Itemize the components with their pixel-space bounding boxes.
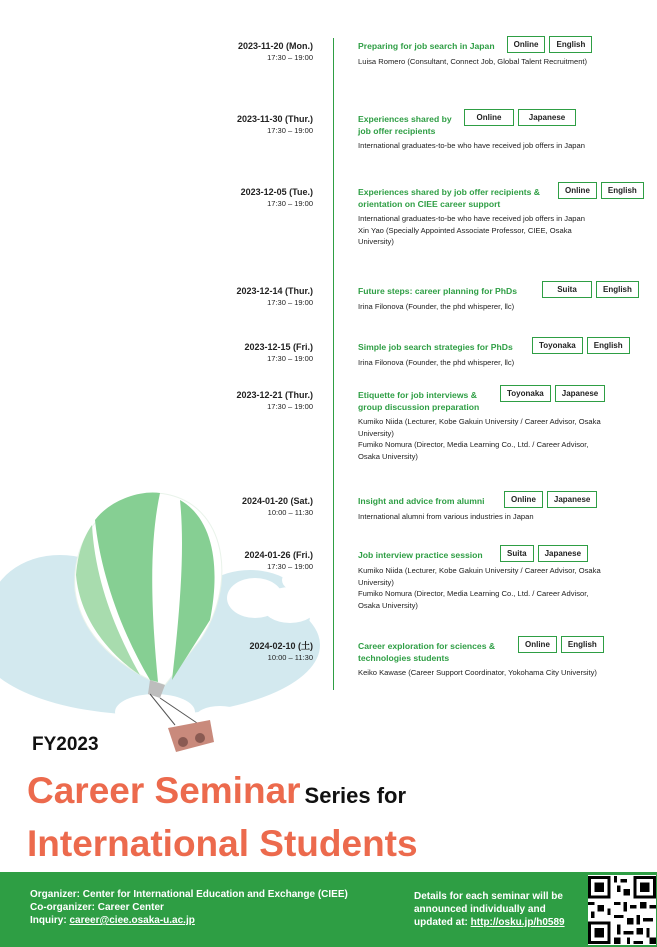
seminar-speakers: [358, 56, 606, 68]
seminar-speakers: [358, 511, 606, 523]
language-badge: English: [549, 36, 592, 53]
language-badge: English: [601, 182, 644, 199]
headline-line-1: [27, 770, 406, 812]
seminar-title: Insight and advice from alumni: [358, 496, 485, 506]
language-badge: Japanese: [555, 385, 605, 402]
seminar-date: 2023-12-05 (Tue.): [240, 187, 313, 197]
seminar-speakers: [358, 213, 606, 248]
speaker-line: Keiko Kawase (Career Support Coordinator, Yokohama City University): [358, 668, 597, 677]
seminar-title: Experiences shared by job offer recipients: [358, 114, 452, 136]
co-organizer-text: Co-organizer: Career Center: [30, 902, 164, 913]
speaker-line: Fumiko Nomura (Director, Media Learning Co., Ltd. / Career Advisor, Osaka University): [358, 589, 589, 610]
organizer-text: Organizer: Center for International Education and Exchange (CIEE): [30, 889, 348, 900]
seminar-date: 2024-02-10 (土): [249, 641, 313, 651]
inquiry-email-link[interactable]: career@ciee.osaka-u.ac.jp: [69, 915, 195, 926]
inquiry-line: [30, 914, 348, 927]
language-badge: English: [587, 337, 630, 354]
inquiry-label: Inquiry:: [30, 915, 70, 926]
speaker-line: Luisa Romero (Consultant, Connect Job, Global Talent Recruitment): [358, 57, 588, 66]
details-url-link[interactable]: http://osku.jp/h0589: [470, 917, 565, 928]
mode-badge: Toyonaka: [500, 385, 551, 402]
speaker-line: Kumiko Niida (Lecturer, Kobe Gakuin University / Career Advisor, Osaka University): [358, 417, 601, 438]
mode-badge: Toyonaka: [532, 337, 583, 354]
speaker-line: International graduates-to-be who have received job offers in Japan: [358, 141, 585, 150]
seminar-title: Job interview practice session: [358, 550, 483, 560]
seminar-date: 2023-12-15 (Fri.): [244, 342, 313, 352]
seminar-time: 10:00 – 11:30: [267, 653, 313, 662]
speaker-line: Irina Filonova (Founder, the phd whisperer, llc): [358, 358, 515, 367]
details-info: [414, 890, 584, 929]
seminar-speakers: [358, 301, 606, 313]
seminar-date: 2023-11-30 (Thur.): [236, 114, 313, 124]
mode-badge: Online: [504, 491, 543, 508]
seminar-time: 17:30 – 19:00: [267, 298, 313, 307]
seminar-time: 17:30 – 19:00: [267, 199, 313, 208]
seminar-time: 17:30 – 19:00: [267, 562, 313, 571]
speaker-line: Irina Filonova (Founder, the phd whisperer, llc): [358, 302, 515, 311]
mode-badge: Online: [558, 182, 597, 199]
seminar-title: Simple job search strategies for PhDs: [358, 342, 513, 352]
seminar-speakers: [358, 565, 606, 611]
seminar-title: Preparing for job search in Japan: [358, 41, 495, 51]
timeline-line: [333, 38, 334, 690]
organizer-info: [30, 888, 348, 927]
speaker-line: Kumiko Niida (Lecturer, Kobe Gakuin University / Career Advisor, Osaka University): [358, 566, 601, 587]
seminar-date: 2024-01-26 (Fri.): [244, 550, 313, 560]
seminar-time: 17:30 – 19:00: [267, 354, 313, 363]
seminar-time: 17:30 – 19:00: [267, 402, 313, 411]
seminar-title: Etiquette for job interviews & group discussion preparation: [358, 390, 480, 412]
seminar-date: 2024-01-20 (Sat.): [241, 496, 313, 506]
seminar-time: 17:30 – 19:00: [267, 126, 313, 135]
seminar-time: 17:30 – 19:00: [267, 53, 313, 62]
details-text: Details for each seminar will be announced individually and updated at:: [414, 891, 563, 928]
seminar-time: 10:00 – 11:30: [267, 508, 313, 517]
fiscal-year-label: FY2023: [32, 734, 99, 755]
seminar-speakers: [358, 416, 606, 462]
mode-badge: Online: [507, 36, 546, 53]
seminar-speakers: [358, 357, 606, 369]
mode-badge: Online: [464, 109, 514, 126]
speaker-line: International graduates-to-be who have received job offers in Japan: [358, 214, 585, 223]
qr-code-icon[interactable]: [588, 875, 656, 945]
seminar-date: 2023-12-14 (Thur.): [236, 286, 313, 296]
language-badge: Japanese: [547, 491, 597, 508]
language-badge: English: [596, 281, 639, 298]
seminar-title: Future steps: career planning for PhDs: [358, 286, 518, 296]
speaker-line: International alumni from various industries in Japan: [358, 512, 534, 521]
headline-series-for: Series for: [304, 783, 407, 808]
language-badge: English: [561, 636, 604, 653]
footer-bar: [0, 872, 657, 947]
mode-badge: Suita: [542, 281, 592, 298]
seminar-title: Experiences shared by job offer recipients & orientation on CIEE career support: [358, 187, 540, 209]
mode-badge: Suita: [500, 545, 534, 562]
seminar-speakers: [358, 667, 606, 679]
headline-line-2: International Students: [27, 823, 418, 864]
mode-badge: Online: [518, 636, 557, 653]
seminar-date: 2023-11-20 (Mon.): [237, 41, 313, 51]
language-badge: Japanese: [518, 109, 576, 126]
seminar-speakers: [358, 140, 606, 152]
speaker-line: Fumiko Nomura (Director, Media Learning Co., Ltd. / Career Advisor, Osaka University): [358, 440, 589, 461]
headline-career-seminar: Career Seminar: [27, 770, 301, 811]
seminar-title: Career exploration for sciences & technologies students: [358, 641, 496, 663]
speaker-line: Xin Yao (Specially Appointed Associate Professor, CIEE, Osaka University): [358, 225, 572, 246]
language-badge: Japanese: [538, 545, 588, 562]
seminar-date: 2023-12-21 (Thur.): [236, 390, 313, 400]
